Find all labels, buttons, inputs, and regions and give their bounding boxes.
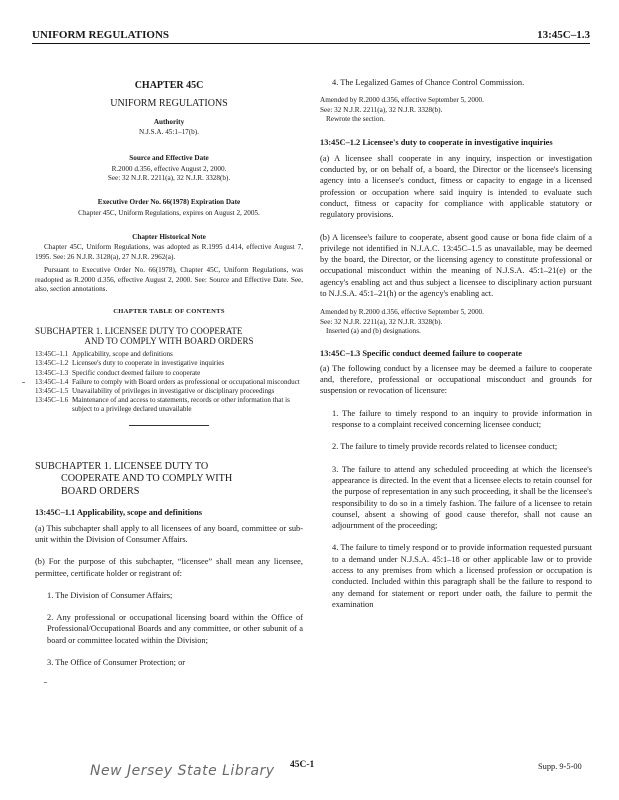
section-1-1-b: (b) For the purpose of this subchapter, “licensee” shall mean any licensee, permittee, certificate holder or registrant of:	[35, 557, 303, 578]
history-paragraph-1: Chapter 45C, Uniform Regulations, was adopted as R.1995 d.414, effective August 7, 1995. See: 26 N.J.R. 3128(a), 27 N.J.R. 2962(a).	[35, 243, 303, 261]
section-1-1-item-2: 2. Any professional or occupational licensing board within the Office of Professional/Occupational Boards and any committee, or other subunit of a board or committee located within the Division;	[47, 613, 303, 645]
exec-order-text: Chapter 45C, Uniform Regulations, expires on August 2, 2005.	[78, 208, 260, 217]
history-heading: Chapter Historical Note	[132, 233, 206, 242]
amendment-note-2-line-3: Inserted (a) and (b) designations.	[326, 327, 421, 336]
source-line-1: R.2000 d.356, effective August 2, 2000.	[111, 164, 227, 173]
toc-entry[interactable]: 13:45C–1.5 Unavailability of privileges in investigative or disciplinary proceedings	[35, 386, 275, 395]
source-line-2: See: 32 N.J.R. 2211(a), 32 N.J.R. 3328(b).	[107, 174, 231, 182]
authority-heading: Authority	[153, 117, 185, 126]
section-1-1-item-4: 4. The Legalized Games of Chance Control Commission.	[332, 78, 525, 87]
section-1-3-item-4: 4. The failure to timely respond or to provide information requested pursuant to a demand under N.J.S.A. 45:1–18 or other applicable law or to provide access to any premises from which a licensed profession or occupation is conducted. Included within this paragraph shall be the failure to respond to any demand for statement or report under oath, the failure to permit the examination	[332, 543, 592, 609]
section-1-3-item-3: 3. The failure to attend any scheduled proceeding at which the licensee's appearance is directed. In the event that a licensee elects to retain counsel for the purpose of representation in any such proceeding, it shall be the licensee's responsibility to do so in a timely fashion. The failure of a licensee to retain counsel, absent a showing of good cause therefor, shall not cause an adjournment of the proceeding;	[332, 464, 592, 531]
table-of-contents	[35, 350, 303, 414]
section-1-2-b: (b) A licensee's failure to cooperate, absent good cause or bona fide claim of a privilege not identified in N.J.A.C. 13:45C–1.5 as unavailable, may be deemed by the board, the Director, or the licensing agency to constitute professional or occupational misconduct within the meaning of N.J.S.A. 45:1–21(e) or the agency's enabling act and thus subject a licensee to disciplinary action pursuant to N.J.S.A. 45:1–21(h) or the agency's enabling act.	[320, 232, 592, 299]
library-watermark: New Jersey State Library	[90, 763, 275, 779]
section-divider	[129, 425, 209, 426]
right-column	[320, 77, 592, 610]
left-column	[35, 72, 303, 668]
toc-subchapter-line-1: SUBCHAPTER 1. LICENSEE DUTY TO COOPERATE	[35, 325, 243, 336]
scan-mark	[44, 682, 47, 683]
section-1-1-heading: 13:45C–1.1 Applicability, scope and definitions	[35, 508, 203, 518]
exec-order-heading: Executive Order No. 66(1978) Expiration Date	[97, 198, 241, 207]
authority-text: N.J.S.A. 45:1–17(b).	[139, 127, 199, 136]
chapter-number: CHAPTER 45C	[134, 80, 204, 91]
section-1-1-item-1: 1. The Division of Consumer Affairs;	[47, 590, 173, 600]
header-title: UNIFORM REGULATIONS	[32, 29, 170, 41]
section-1-3-item-1: 1. The failure to timely respond to an inquiry to provide information in response to a complaint received concerning licensee conduct;	[332, 408, 592, 430]
amendment-note-2-line-1: Amended by R.2000 d.356, effective September 5, 2000.	[320, 308, 484, 317]
section-1-1-a: (a) This subchapter shall apply to all licensees of any board, committee or sub-unit within the Division of Consumer Affairs.	[35, 523, 303, 544]
scan-mark	[22, 382, 25, 383]
subchapter-heading-line-2: COOPERATE AND TO COMPLY WITH	[61, 473, 233, 485]
amendment-note-1-line-3: Rewrote the section.	[326, 115, 385, 124]
toc-subchapter-line-2: AND TO COMPLY WITH BOARD ORDERS	[84, 335, 254, 346]
page-number: 45C-1	[290, 760, 315, 770]
history-paragraph-2: Pursuant to Executive Order No. 66(1978), Chapter 45C, Uniform Regulations, was readopted as R.2000 d.356, effective August 2, 2000. See: Source and Effective Date. See, also, section annotations.	[35, 266, 303, 294]
section-1-1-item-3: 3. The Office of Consumer Protection; or	[47, 658, 186, 668]
section-1-2-heading: 13:45C–1.2 Licensee's duty to cooperate in investigative inquiries	[320, 137, 553, 147]
section-1-3-a: (a) The following conduct by a licensee may be deemed a failure to cooperate and, therefore, professional or occupational misconduct and grounds for suspension or revocation of licensure:	[320, 363, 592, 396]
amendment-note-1-line-2: See: 32 N.J.R. 2211(a), 32 N.J.R. 3328(b).	[320, 105, 443, 114]
section-1-3-heading: 13:45C–1.3 Specific conduct deemed failure to cooperate	[320, 348, 522, 358]
source-heading: Source and Effective Date	[129, 154, 209, 163]
subchapter-heading-line-1: SUBCHAPTER 1. LICENSEE DUTY TO	[35, 460, 209, 472]
section-1-3-item-2: 2. The failure to timely provide records related to licensee conduct;	[332, 442, 558, 452]
toc-entry[interactable]: 13:45C–1.3 Specific conduct deemed failure to cooperate	[35, 368, 201, 377]
supplement-date: Supp. 9-5-00	[538, 762, 582, 771]
section-1-2-a: (a) A licensee shall cooperate in any inquiry, inspection or investigation conducted by, or on behalf of, a board, the Director or the licensee's licensing agency into a licensee's conduct, fitness or capacity to engage in a licensed profession or occupation where said inquiry is intended to evaluate such conduct, fitness or capacity for compliance with applicable statutory or regulatory provisions.	[320, 153, 592, 220]
running-header	[32, 27, 590, 44]
toc-entry[interactable]: 13:45C–1.6 Maintenance of and access to statements, records or other information that is subject to a privilege declared unavailable	[35, 396, 290, 414]
amendment-note-2-line-2: See: 32 N.J.R. 2211(a), 32 N.J.R. 3328(b).	[320, 317, 443, 326]
header-section-number: 13:45C–1.3	[537, 29, 590, 41]
subchapter-heading-line-3: BOARD ORDERS	[61, 485, 140, 497]
toc-heading: CHAPTER TABLE OF CONTENTS	[113, 308, 225, 316]
chapter-title: UNIFORM REGULATIONS	[110, 98, 228, 110]
toc-entry[interactable]: 13:45C–1.1 Applicability, scope and definitions	[35, 350, 173, 359]
toc-entry[interactable]: 13:45C–1.2 Licensee's duty to cooperate in investigative inquiries	[35, 359, 225, 368]
toc-entry[interactable]: 13:45C–1.4 Failure to comply with Board orders as professional or occupational misconduct	[35, 377, 300, 386]
amendment-note-1-line-1: Amended by R.2000 d.356, effective September 5, 2000.	[320, 96, 484, 105]
